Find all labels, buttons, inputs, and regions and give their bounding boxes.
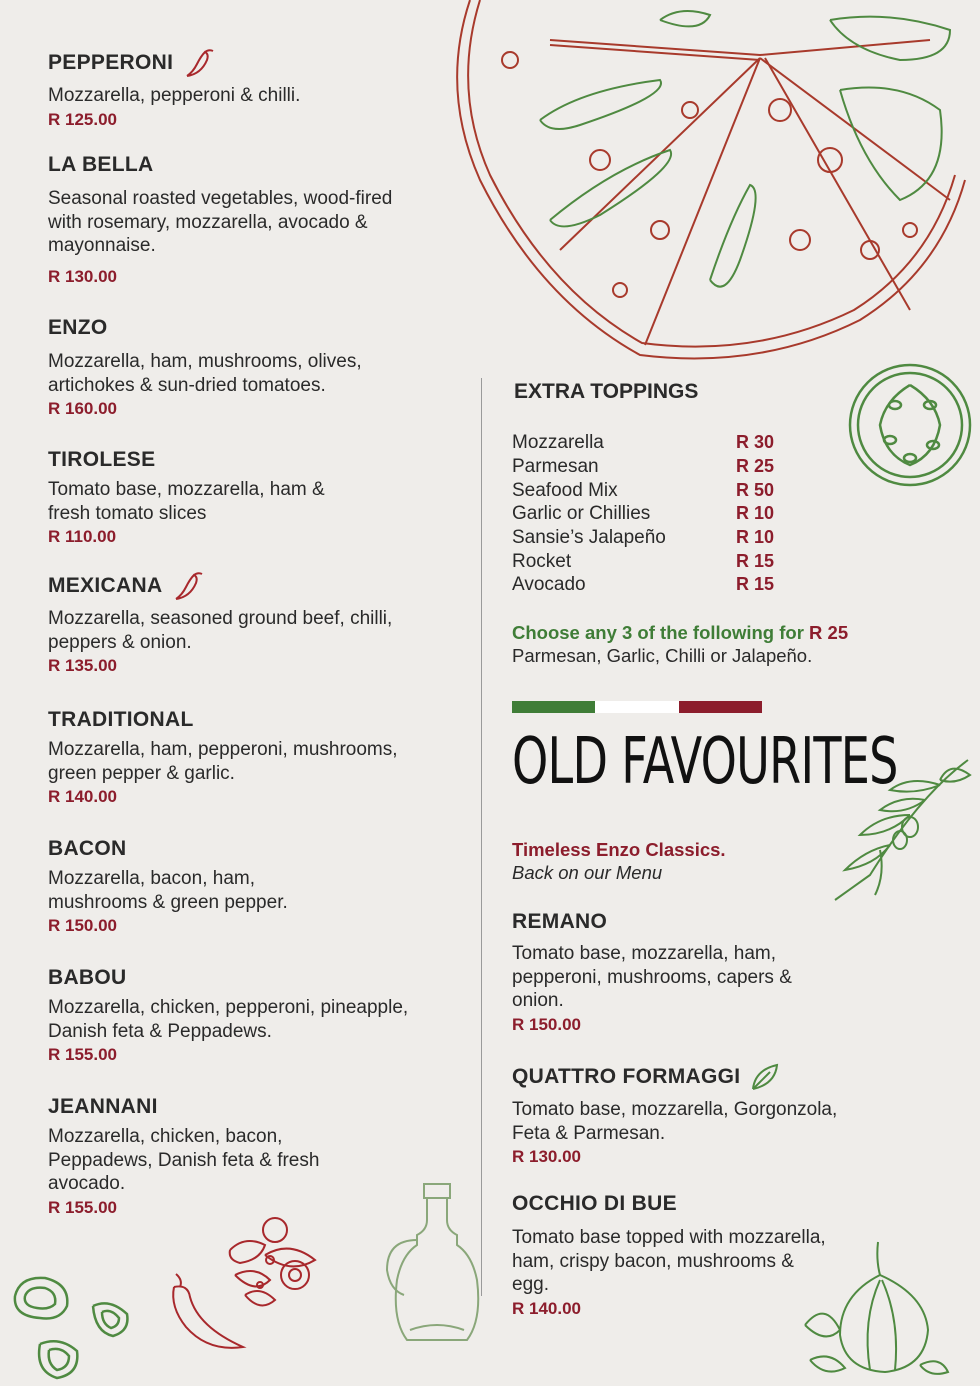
item-price: R 110.00: [48, 527, 117, 546]
item-price: R 135.00: [48, 656, 117, 675]
item-description: Tomato base, mozzarella, ham & fresh tomato slices: [48, 479, 325, 524]
topping-name: Mozzarella: [512, 432, 604, 453]
item-name: ENZO: [48, 316, 108, 339]
topping-price: R 25: [736, 456, 775, 476]
item-description: Seasonal roasted vegetables, wood-fired with rosemary, mozzarella, avocado & mayonnaise.: [48, 188, 393, 256]
item-name: BACON: [48, 837, 127, 860]
topping-row: [512, 432, 812, 456]
menu-item-mexicana: [48, 571, 428, 677]
topping-name: Garlic or Chillies: [512, 503, 651, 524]
item-price: R 130.00: [512, 1147, 581, 1166]
menu-item-jeannani: [48, 1095, 428, 1219]
italian-flag-bar: [512, 701, 762, 713]
topping-row: [512, 503, 812, 527]
item-name: BABOU: [48, 966, 127, 989]
topping-price: R 10: [736, 503, 775, 523]
item-price: R 150.00: [48, 916, 117, 935]
extra-toppings-title: EXTRA TOPPINGS: [514, 380, 699, 403]
column-divider: [481, 378, 482, 1296]
chilli-icon: [172, 571, 204, 601]
topping-price: R 15: [736, 551, 775, 571]
tagline-line-2: Back on our Menu: [512, 862, 663, 883]
topping-name: Parmesan: [512, 456, 599, 477]
item-description: Mozzarella, ham, mushrooms, olives, artichokes & sun-dried tomatoes.: [48, 351, 362, 396]
menu-item-remano: [512, 910, 842, 1036]
old-favourites-tagline: [512, 838, 726, 884]
item-price: R 155.00: [48, 1197, 117, 1217]
item-name: MEXICANA: [48, 574, 163, 597]
item-description: Mozzarella, chicken, pepperoni, pineapple, Danish feta & Peppadews.: [48, 997, 409, 1042]
item-description: Tomato base, mozzarella, Gorgonzola, Feta & Parmesan.: [512, 1099, 838, 1144]
item-description: Mozzarella, bacon, ham, mushrooms & green pepper.: [48, 868, 288, 913]
item-name: OCCHIO DI BUE: [512, 1192, 677, 1215]
topping-price: R 15: [736, 574, 775, 594]
item-description: Tomato base, mozzarella, ham, pepperoni, mushrooms, capers & onion.: [512, 943, 792, 1011]
combo-offer-price: R 25: [809, 622, 849, 643]
topping-name: Seafood Mix: [512, 480, 618, 501]
menu-item-quattro-formaggi: [512, 1062, 842, 1168]
leaf-icon: [750, 1062, 780, 1092]
chilli-illustration: [168, 1272, 248, 1357]
menu-item-tirolese: [48, 448, 428, 548]
topping-name: Rocket: [512, 551, 572, 572]
item-name: TRADITIONAL: [48, 708, 194, 731]
menu-item-la-bella: [48, 153, 428, 288]
item-price: R 150.00: [512, 1014, 581, 1034]
item-name: JEANNANI: [48, 1095, 158, 1118]
item-name: TIROLESE: [48, 448, 156, 471]
item-name: QUATTRO FORMAGGI: [512, 1065, 741, 1088]
item-price: R 125.00: [48, 109, 117, 129]
topping-name: Avocado: [512, 574, 586, 595]
topping-price: R 10: [736, 527, 775, 547]
topping-price: R 30: [736, 432, 775, 452]
item-name: PEPPERONI: [48, 51, 174, 74]
pepper-rings-illustration: [5, 1266, 135, 1386]
pizza-illustration: [430, 0, 970, 370]
chilli-icon: [183, 48, 215, 78]
combo-offer: [512, 621, 848, 667]
topping-row: [512, 527, 812, 551]
topping-price: R 50: [736, 480, 775, 500]
topping-row: [512, 456, 812, 480]
topping-row: [512, 551, 812, 575]
menu-item-occhio-di-bue: [512, 1192, 832, 1320]
old-favourites-title: OLD FAVOURITES: [512, 725, 898, 799]
item-price: R 130.00: [48, 266, 117, 286]
item-price: R 140.00: [512, 1298, 581, 1318]
topping-row: [512, 574, 812, 598]
combo-offer-options: Parmesan, Garlic, Chilli or Jalapeño.: [512, 645, 813, 666]
item-name: LA BELLA: [48, 153, 154, 176]
tomato-illustration: [845, 360, 975, 490]
item-description: Tomato base topped with mozzarella, ham, crispy bacon, mushrooms & egg.: [512, 1227, 826, 1295]
item-description: Mozzarella, ham, pepperoni, mushrooms, green pepper & garlic.: [48, 739, 398, 784]
combo-offer-label: Choose any 3 of the following for: [512, 622, 804, 643]
menu-item-bacon: [48, 837, 428, 937]
item-price: R 160.00: [48, 399, 117, 418]
item-description: Mozzarella, seasoned ground beef, chilli, peppers & onion.: [48, 608, 393, 653]
item-description: Mozzarella, pepperoni & chilli.: [48, 85, 301, 106]
item-price: R 155.00: [48, 1045, 117, 1064]
tagline-line-1: Timeless Enzo Classics.: [512, 839, 726, 860]
menu-item-babou: [48, 966, 428, 1066]
item-description: Mozzarella, chicken, bacon, Peppadews, Danish feta & fresh avocado.: [48, 1126, 320, 1194]
topping-name: Sansie’s Jalapeño: [512, 527, 666, 548]
menu-item-enzo: [48, 316, 428, 420]
menu-item-pepperoni: [48, 48, 428, 131]
topping-row: [512, 480, 812, 504]
menu-item-traditional: [48, 708, 428, 808]
item-name: REMANO: [512, 910, 608, 933]
item-price: R 140.00: [48, 787, 117, 806]
